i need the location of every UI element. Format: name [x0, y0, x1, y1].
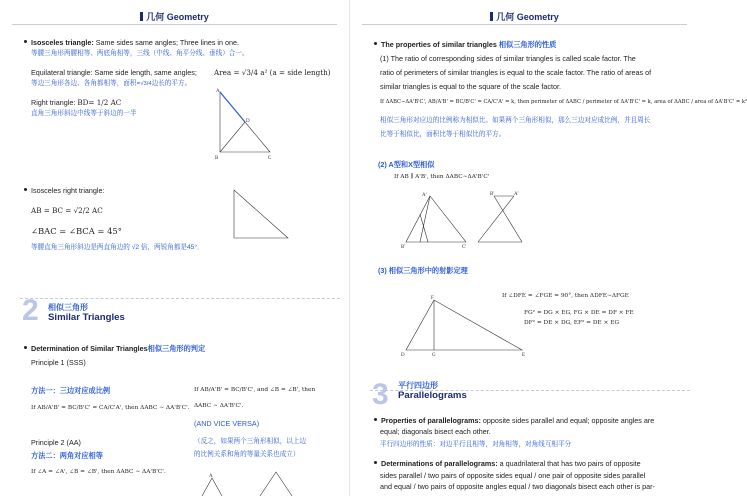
diag-2	[478, 196, 514, 242]
section-title-en: Similar Triangles	[48, 312, 125, 323]
equilateral-text: Same side length, same angles;	[94, 68, 197, 77]
ax-title: (2) A型和X型相似	[378, 160, 435, 169]
label-d: D	[246, 119, 250, 124]
equilateral-formula: Area = √3/4 a² (a = side length)	[214, 68, 331, 77]
header-title: 几何 Geometry	[146, 12, 209, 22]
label-d: D	[401, 353, 405, 358]
label-a: A	[216, 89, 220, 94]
section-number: 2	[22, 294, 39, 327]
props-title: The properties of similar triangles	[381, 40, 497, 49]
sas-result: ΔABC ∼ ΔA'B'C'.	[194, 403, 244, 409]
page-header	[0, 10, 349, 23]
equilateral-cn-frac: √3/4	[140, 81, 152, 87]
props-line	[374, 40, 556, 50]
header-bar-icon	[490, 12, 493, 21]
right-triangle-line	[31, 98, 121, 108]
label-b-prime: B'	[401, 245, 406, 250]
triangle-abc	[202, 478, 222, 496]
diag-1	[494, 196, 522, 242]
para-props-text2: equal; diagonals bisect each other.	[380, 427, 491, 436]
page-header	[350, 10, 699, 23]
determination-title: Determination of Similar Triangles	[31, 344, 148, 353]
para-det-line	[374, 459, 641, 469]
label-a-prime: A'	[514, 192, 519, 197]
label-c-prime: C'	[462, 245, 467, 250]
right-page	[350, 0, 747, 496]
section-title-cn: 平行四边形	[398, 381, 438, 390]
equilateral-cn-end: 边长的平方。	[151, 80, 192, 87]
isosceles-title: Isosceles triangle:	[31, 38, 94, 47]
iso-right-line	[24, 186, 105, 196]
shadow-formula3: DF² = DE × DG, EF² = DE × EG	[524, 320, 620, 326]
section-title-en: Parallelograms	[398, 390, 467, 401]
label-e: E	[522, 353, 526, 358]
method2: 方法二：两角对应相等	[31, 451, 103, 460]
iso-right-formula1: AB = BC = √2/2 AC	[31, 206, 103, 215]
props-p1: (1) The ratio of corresponding sides of similar triangles is called scale factor. The	[380, 54, 636, 63]
shadow-theorem-diagram	[400, 294, 530, 360]
right-cn: 直角三角形斜边中线等于斜边的一半	[31, 110, 137, 117]
method1: 方法一：三边对应成比例	[31, 386, 111, 395]
props-p3: similar triangles is equal to the square of the scale factor.	[380, 82, 561, 91]
sas-formula: If AB/A'B' = BC/B'C', and ∠B = ∠B', then	[194, 387, 316, 393]
bullet-icon	[374, 461, 377, 464]
shadow-formula2: FG² = DG × EG, FG × DE = DF × FE	[524, 310, 634, 316]
bullet-icon	[24, 40, 27, 43]
a-type-diagram	[400, 190, 474, 250]
label-g: G	[432, 353, 436, 358]
determination-cn: 相似三角形的判定	[147, 344, 206, 353]
equilateral-cn-line	[31, 79, 191, 89]
equilateral-title: Equilateral triangle:	[31, 68, 93, 77]
para-props-text1: opposite sides parallel and equal; opposite angles are	[482, 416, 655, 425]
triangle	[234, 190, 288, 238]
method2-formula: If ∠A = ∠A', ∠B = ∠B', then ΔABC ∼ ΔA'B'C'.	[31, 469, 166, 475]
equilateral-line	[31, 68, 197, 78]
para-det-text3: and equal / two pairs of opposite angles equal / two diagonals bisect each other is par-	[380, 482, 655, 491]
section-title-cn: 相似三角形	[48, 303, 88, 312]
sas-cn1: （反之，如果两个三角形相似，以上边	[194, 438, 307, 445]
iso-right-cn: 等腰直角三角形斜边是两直角边的 √2 倍，两锐角都是45°．	[31, 244, 204, 251]
header-title: 几何 Geometry	[496, 12, 559, 22]
para-det-text2: sides parallel / two pairs of opposite sides equal / one pair of opposite sides parallel	[380, 471, 646, 480]
method1-formula: If AB/A'B' = BC/B'C' = CA/C'A', then ΔABC ∼ ΔA'B'C'.	[31, 405, 190, 411]
label-b: B	[215, 156, 219, 161]
bullet-icon	[24, 188, 27, 191]
ax-formula: If AB ∥ A'B', then ΔABC∼ΔA'B'C'	[394, 174, 490, 180]
para-det-title: Determinations of parallelograms:	[381, 459, 498, 468]
principle1: Principle 1 (SSS)	[31, 358, 86, 367]
bullet-icon	[374, 418, 377, 421]
label-b-prime: B'	[490, 192, 495, 197]
triangle-dfe	[406, 300, 522, 350]
props-formula: If ΔABC∼ΔA'B'C', AB/A'B' = BC/B'C' = CA/C'A' = k, then perimeter of ΔABC / perimeter of ΔA'B'C' = k, area of ΔABC / area of ΔA'B'C' = k²	[380, 99, 747, 105]
right-formula: BD= 1/2 AC	[77, 98, 122, 107]
props-cn: 相似三角形的性质	[498, 40, 557, 49]
median-bd	[220, 122, 245, 152]
aa-triangles-diagram	[196, 470, 306, 496]
triangle-abc	[406, 196, 466, 242]
highlight-ad	[220, 92, 245, 122]
label-a: A	[209, 474, 213, 479]
triangle-a-b-c-prime	[260, 472, 292, 496]
sas-cn2: 的比例关系和角的等量关系也成立）	[194, 451, 300, 458]
right-triangle-diagram	[212, 86, 278, 162]
props-cn1: 相似三角形对应边的比例称为相似比。如果两个三角形相似，那么三边对应成比例，并且周长	[380, 117, 651, 124]
header-rule	[12, 24, 337, 25]
label-c: C	[268, 156, 272, 161]
section-divider	[20, 298, 340, 299]
sas-vice-versa: (AND VICE VERSA)	[194, 419, 260, 428]
props-cn2: 比等于相似比，面积比等于相似比的平方。	[380, 131, 506, 138]
shadow-title: (3) 相似三角形中的射影定理	[378, 266, 468, 275]
isosceles-line	[24, 38, 239, 48]
iso-right-formula2: ∠BAC = ∠BCA = 45°	[31, 226, 122, 236]
left-page	[0, 0, 349, 496]
equilateral-cn: 等边三角形各边、各角都相等，面积=	[31, 80, 141, 87]
right-title: Right triangle:	[31, 98, 76, 107]
isosceles-text: Same sides same angles; Three lines in one.	[95, 38, 240, 47]
determination-line	[24, 344, 205, 354]
para-props-line	[374, 416, 654, 426]
header-rule	[362, 24, 687, 25]
iso-right-title: Isosceles right triangle:	[31, 186, 105, 195]
x-type-diagram	[472, 190, 540, 250]
iso-right-triangle-diagram	[226, 184, 306, 246]
bullet-icon	[24, 346, 27, 349]
isosceles-cn: 等腰三角形两腰相等、两底角相等，三线（中线、角平分线、垂线）合一。	[31, 50, 249, 57]
para-props-title: Properties of parallelograms:	[381, 416, 481, 425]
props-p2: ratio of perimeters of similar triangles is equal to the scale factor. The ratio of areas of	[380, 68, 652, 77]
principle2: Principle 2 (AA)	[31, 438, 81, 447]
label-a-prime: A'	[422, 193, 427, 198]
header-bar-icon	[140, 12, 143, 21]
shadow-formula1: If ∠DFE = ∠FGE = 90°, then ΔDFE∼ΔFGE	[502, 293, 629, 299]
section-number: 3	[372, 378, 389, 411]
label-f: F	[431, 296, 434, 301]
para-det-text1: a quadrilateral that has two pairs of opposite	[499, 459, 641, 468]
para-props-cn: 平行四边形的性质：对边平行且相等，对角相等，对角线互相平分	[380, 441, 572, 448]
bullet-icon	[374, 42, 377, 45]
